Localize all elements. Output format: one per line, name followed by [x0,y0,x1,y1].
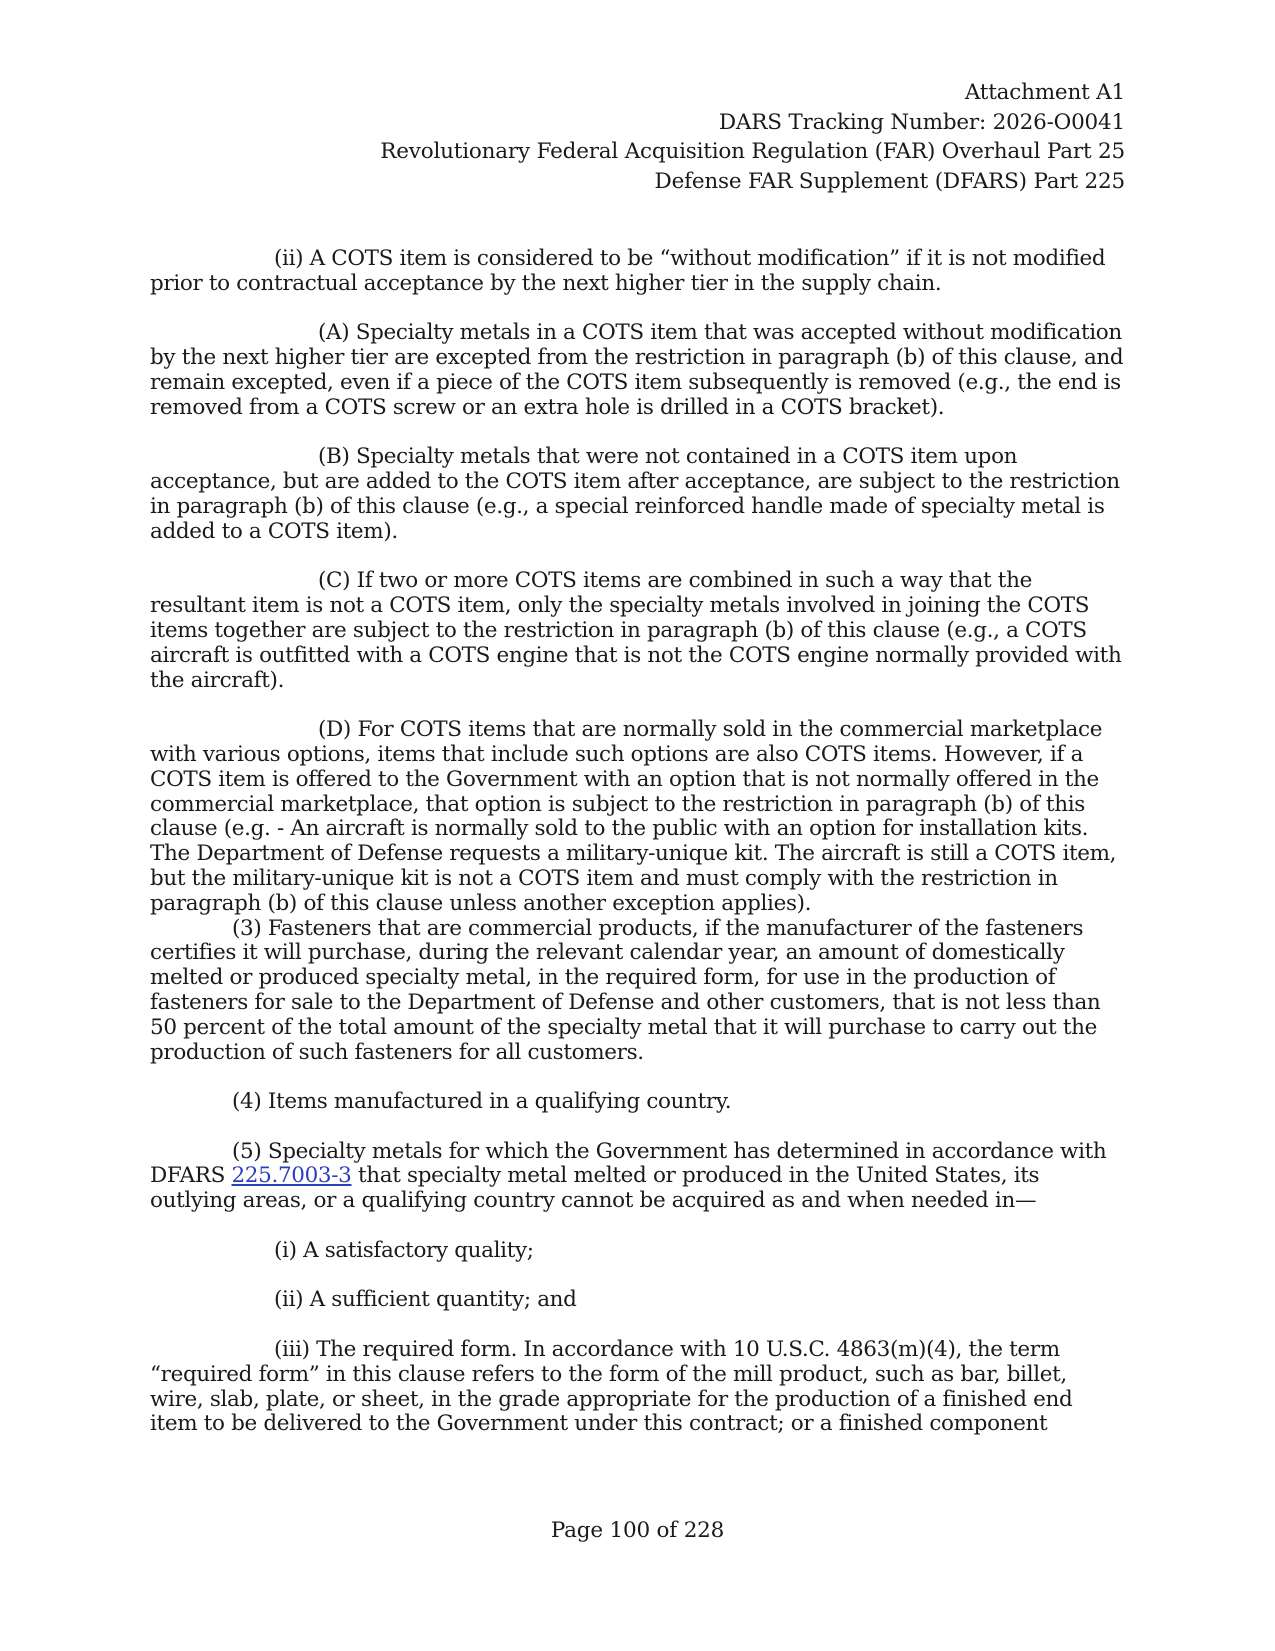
dfars-225-7003-3-link[interactable]: 225.7003-3 [231,1163,352,1189]
paragraph-3: (3) Fasteners that are commercial products, if the manufacturer of the fasteners certifies it will purchase, during the relevant calendar year, an amount of domestically melted or produced specialty metal, in the required form, for use in the production of fasteners for sale to the Department of Defense and other customers, that is not less than 50 percent of the total amount of the specialty metal that it will purchase to carry out the production of such fasteners for all customers. [150,915,1101,1065]
paragraph-4: (4) Items manufactured in a qualifying country. [232,1089,732,1115]
page-footer: Page 100 of 228 [550,1518,725,1543]
header-tracking-number: DARS Tracking Number: 2026-O0041 [718,109,1125,135]
paragraph-B: (B) Specialty metals that were not contained in a COTS item upon acceptance, but are added to the COTS item after acceptance, are subject to the restriction in paragraph (b) of this clause (e.g., a special reinforced handle made of specialty metal is added to a COTS item). [150,444,1120,544]
header-dfars-part: Defense FAR Supplement (DFARS) Part 225 [654,168,1125,194]
document-body [150,247,1125,1462]
paragraph-D: (D) For COTS items that are normally sold in the commercial marketplace with various options, items that include such options are also COTS items. However, if a COTS item is offered to the Government with an option that is not normally offered in the commercial marketplace, that option is subject to the restriction in paragraph (b) of this clause (e.g. - An aircraft is normally sold to the public with an option for installation kits. The Department of Defense requests a military-unique kit. The aircraft is still a COTS item, but the military-unique kit is not a COTS item and must comply with the restriction in paragraph (b) of this clause unless another exception applies). [150,717,1117,916]
paragraph-A: (A) Specialty metals in a COTS item that was accepted without modification by the next higher tier are excepted from the restriction in paragraph (b) of this clause, and remain excepted, even if a piece of the COTS item subsequently is removed (e.g., the end is removed from a COTS screw or an extra hole is drilled in a COTS bracket). [150,320,1124,420]
page-header [150,78,1125,196]
header-far-part: Revolutionary Federal Acquisition Regulation (FAR) Overhaul Part 25 [380,139,1125,164]
paragraph-5-i: (i) A satisfactory quality; [274,1237,534,1263]
document-page [150,0,1125,1651]
paragraph-ii: (ii) A COTS item is considered to be “without modification” if it is not modified prior to contractual acceptance by the next higher tier in the supply chain. [150,246,1106,296]
paragraph-5 [150,1140,1125,1214]
paragraph-C: (C) If two or more COTS items are combined in such a way that the resultant item is not a COTS item, only the specialty metals involved in joining the COTS items together are subject to the restriction in paragraph (b) of this clause (e.g., a COTS aircraft is outfitted with a COTS engine that is not the COTS engine normally provided with the aircraft). [150,568,1122,693]
paragraph-5-text-start: (5) Specialty metals for which the Government has determined in accordance with DFARS [150,1138,1107,1189]
paragraph-5-ii: (ii) A sufficient quantity; and [274,1287,577,1313]
header-attachment: Attachment A1 [964,80,1125,105]
paragraph-5-iii: (iii) The required form. In accordance with 10 U.S.C. 4863(m)(4), the term “required form” in this clause refers to the form of the mill product, such as bar, billet, wire, slab, plate, or sheet, in the grade appropriate for the production of a finished end item to be delivered to the Government under this contract; or a finished component [150,1337,1073,1437]
paragraph-5-text-end: that specialty metal melted or produced in the United States, its outlying areas, or a qualifying country cannot be acquired as and when needed in— [150,1163,1040,1214]
